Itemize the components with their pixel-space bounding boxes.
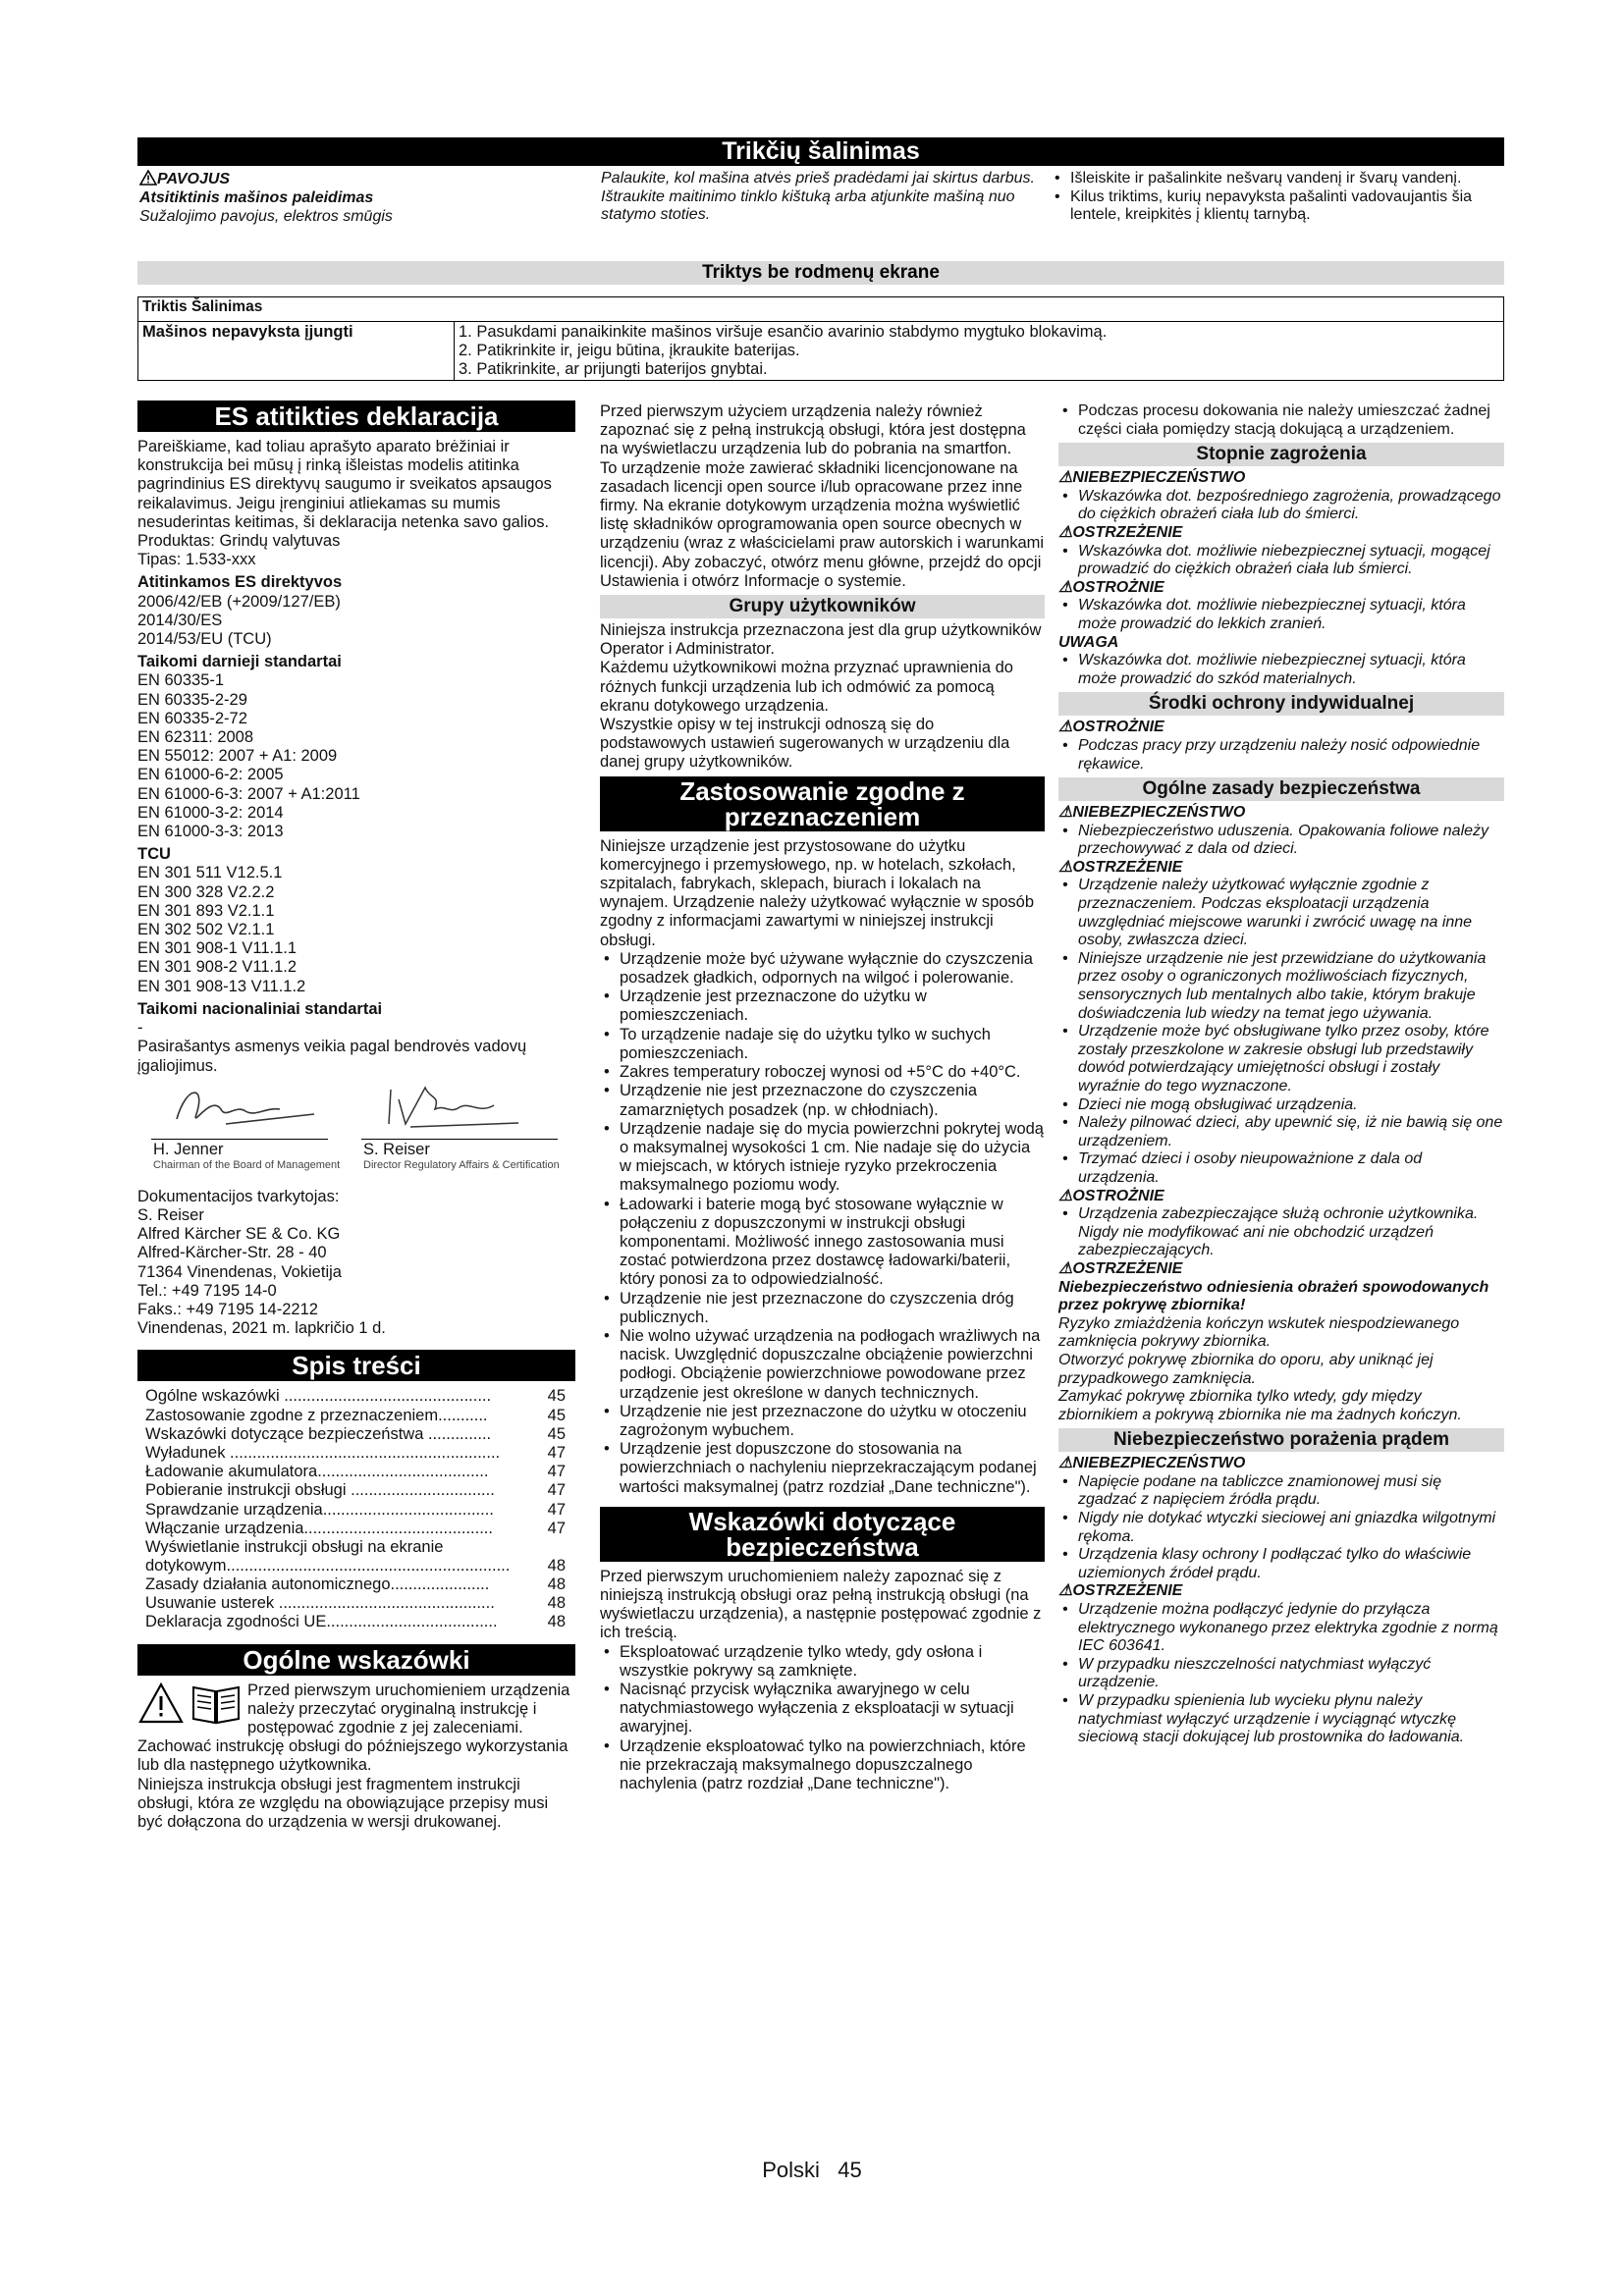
list-item: • Niebezpieczeństwo uduszenia. Opakowania foliowe należy przechowywać z dala od dzieci. <box>1078 823 1504 859</box>
toc-item[interactable]: Deklaracja zgodności UE...................................... 48 <box>145 1613 566 1631</box>
general-notes <box>137 1682 575 1833</box>
list-item: • Ładowarki i baterie mogą być stosowane wyłącznie w połączeniu z dopuszczonymi w instrukcji obsługi komponentami. Możliwość innego zastosowania musi zostać potwierdzona przez dostawcę ładowarki/baterii, który ponosi za to odpowiedzialność. <box>620 1196 1045 1290</box>
es-directive: 2014/53/EU (TCU) <box>137 630 272 649</box>
step-item: 3. Patikrinkite, ar prijungti baterijos gnybtai. <box>459 360 768 378</box>
es-national-title: Taikomi nacionaliniai standartai <box>137 999 383 1018</box>
general-title: Ogólne wskazówki <box>137 1644 575 1676</box>
warning-triangle-icon: ⚠ <box>1058 1455 1073 1472</box>
es-directive: 2014/30/ES <box>137 611 223 629</box>
lid-hazard-line: Otworzyć pokrywę zbiornika do oporu, aby uniknąć jej przypadkowego zamknięcia. <box>1058 1351 1434 1387</box>
signer2-name: S. Reiser <box>363 1140 430 1158</box>
warning-triangle-icon: ⚠ <box>1058 1187 1073 1204</box>
es-tcu-item: EN 301 908-2 V11.1.2 <box>137 958 298 977</box>
gs-caution-label: ⚠OSTROŻNIE <box>1058 1187 1164 1204</box>
doc-line: Vinendenas, 2021 m. lapkričio 1 d. <box>137 1319 386 1338</box>
hazard-warning-label: ⚠OSTRZEŻENIE <box>1058 523 1183 541</box>
manual-book-icon <box>189 1682 243 1725</box>
list-item: • Dzieci nie mogą obsługiwać urządzenia. <box>1078 1096 1504 1115</box>
list-item: • Należy pilnować dzieci, aby upewnić się, iż nie bawią się one urządzeniem. <box>1078 1114 1504 1150</box>
list-item: • Kilus triktims, kurių nepavyksta pašalinti vadovaujantis šia lentele, kreipkitės į klientų tarnybą. <box>1070 188 1504 225</box>
toc-item[interactable]: Usuwanie usterek ................................................ 48 <box>145 1594 566 1613</box>
signer2-role: Director Regulatory Affairs & Certification <box>363 1158 560 1171</box>
signature-reiser-image <box>371 1080 538 1139</box>
warning-mid-line2: Ištraukite maitinimo tinklo kištuką arba atjunkite mašiną nuo statymo stoties. <box>601 187 1015 223</box>
hazard-notice-label: UWAGA <box>1058 633 1119 651</box>
warning-block <box>139 170 581 226</box>
general-p3: Niniejsza instrukcja obsługi jest fragmentem instrukcji obsługi, która ze względu na obowiązujące przepisy musi być dołączona do urządzenia w wersji drukowanej. <box>137 1775 549 1831</box>
list-item: • Nigdy nie dotykać wtyczki sieciowej ani gniazdka wilgotnymi rękoma. <box>1078 1510 1504 1546</box>
warning-triangle-icon <box>137 1682 185 1725</box>
troubleshooting-table <box>137 296 1504 381</box>
es-tcu-item: EN 301 908-13 V11.1.2 <box>137 977 306 995</box>
list-item: • Išleiskite ir pašalinkite nešvarų vandenį ir švarų vandenį. <box>1070 170 1504 188</box>
hazard-levels-title: Stopnie zagrożenia <box>1058 443 1504 466</box>
general-p1: Przed pierwszym uruchomieniem urządzenia należy przeczytać oryginalną instrukcję i postępować zgodnie z jej zaleceniami. <box>247 1681 570 1736</box>
es-standard: EN 60335-2-72 <box>137 709 247 727</box>
list-item: • Urządzenie eksploatować tylko na powierzchniach, które nie przekraczają maksymalnego dopuszczalnego nachylenia (patrz rozdział „Dane techniczne"). <box>620 1737 1045 1794</box>
warning-line1: Atsitiktinis mašinos paleidimas <box>139 189 374 206</box>
footer-language: Polski <box>762 2158 820 2182</box>
list-item: • Wskazówka dot. możliwie niebezpiecznej sytuacji, która może prowadzić do szkód materialnych. <box>1078 652 1504 688</box>
es-directive: 2006/42/EB (+2009/127/EB) <box>137 592 341 611</box>
es-standard: EN 61000-3-3: 2013 <box>137 823 284 841</box>
gs-warning-label: ⚠OSTRZEŻENIE <box>1058 858 1183 876</box>
warning-triangle-icon: ⚠ <box>1058 858 1073 876</box>
warning-triangle-icon: ⚠ <box>1058 1259 1073 1277</box>
warning-triangle-icon: ⚠ <box>1058 719 1073 736</box>
list-item: • Nie wolno używać urządzenia na podłogach wrażliwych na nacisk. Uwzględnić dopuszczalne obciążenie powierzchni podłogi. Obciążenie powierzchniowe powodowane przez urządzenie jest określone w danych technicznych. <box>620 1327 1045 1403</box>
signer1-role: Chairman of the Board of Management <box>153 1158 341 1171</box>
signature-jenner-image <box>167 1080 334 1139</box>
electric-danger-label: ⚠NIEBEZPIECZEŃSTWO <box>1058 1455 1246 1472</box>
column-1 <box>137 400 575 1832</box>
es-directives-title: Atitinkamos ES direktyvos <box>137 573 343 592</box>
toc-item[interactable]: Sprawdzanie urządzenia...................................... 47 <box>145 1500 566 1519</box>
table-row-label: Mašinos nepavyksta įjungti <box>138 322 455 381</box>
list-item: • Napięcie podane na tabliczce znamionowej musi się zgadzać z napięciem źródła prądu. <box>1078 1473 1504 1510</box>
lid-hazard-title: Niebezpieczeństwo odniesienia obrażeń spowodowanych przez pokrywę zbiornika! <box>1058 1278 1489 1314</box>
signer1-name: H. Jenner <box>153 1140 224 1158</box>
safety-title: Wskazówki dotyczące bezpieczeństwa <box>600 1507 1045 1562</box>
warning-label-row <box>139 170 581 188</box>
toc-title: Spis treści <box>137 1350 575 1381</box>
doc-line: Tel.: +49 7195 14-0 <box>137 1281 277 1300</box>
read-manual-icons <box>137 1682 247 1733</box>
table-header: Triktis Šalinimas <box>138 297 1504 322</box>
es-tcu-item: EN 301 893 V2.1.1 <box>137 901 275 920</box>
es-declaration-title: ES atitikties deklaracija <box>137 400 575 432</box>
lid-hazard-line: Zamykać pokrywę zbiornika tylko wtedy, gdy między zbiornikiem a pokrywą zbiornika nie ma żadnych kończyn. <box>1058 1388 1462 1423</box>
toc-item[interactable]: Wyładunek ............................................................ 47 <box>145 1443 566 1462</box>
table-row-steps <box>455 322 1504 381</box>
safety-intro: Przed pierwszym uruchomieniem należy zapoznać się z niniejszą instrukcją obsługi oraz pełną instrukcją obsługi (na wyświetlaczu urządzenia), a następnie postępować zgodnie z ich treścią. <box>600 1567 1042 1642</box>
list-item: • Wskazówka dot. możliwie niebezpiecznej sytuacji, mogącej prowadzić do ciężkich obrażeń ciała lub śmierci. <box>1078 543 1504 579</box>
warning-triangle-icon: ⚠ <box>1058 578 1073 596</box>
col2-p1: Przed pierwszym użyciem urządzenia należy również zapoznać się z pełną instrukcją obsługi, która jest dostępna na wyświetlaczu urządzenia lub do pobrania na smartfon. <box>600 402 1026 458</box>
list-item: • Urządzenia zabezpieczające służą ochronie użytkownika. Nigdy nie modyfikować ani nie obchodzić urządzeń zabezpieczających. <box>1078 1205 1504 1260</box>
toc-item[interactable]: Ogólne wskazówki .............................................. 45 <box>145 1387 566 1406</box>
gs-danger-label: ⚠NIEBEZPIECZEŃSTWO <box>1058 804 1246 822</box>
list-item: • Niniejsze urządzenie nie jest przewidziane do użytkowania przez osoby o ograniczonych możliwościach fizycznych, sensorycznych lub mentalnych albo takie, którym brakuje doświadczenia lub wiedzy na temat jego używania. <box>1078 950 1504 1023</box>
lid-hazard-line: Ryzyko zmiażdżenia kończyn wskutek niespodziewanego zamknięcia pokrywy zbiornika. <box>1058 1314 1460 1351</box>
list-item: • Urządzenie może być obsługiwane tylko przez osoby, które zostały przeszkolone w zakresie obsługi lub przedstawiły dowód potwierdzający umiejętności obsługi i zostały wyraźnie do tego wyznaczone. <box>1078 1023 1504 1095</box>
list-item: • Trzymać dzieci i osoby nieupoważnione z dala od urządzenia. <box>1078 1150 1504 1187</box>
step-item: 2. Patikrinkite ir, jeigu būtina, įkraukite baterijas. <box>459 342 800 359</box>
doc-line: Alfred-Kärcher-Str. 28 - 40 <box>137 1244 327 1262</box>
warning-triangle-icon: ⚠ <box>1058 1582 1073 1600</box>
warning-triangle-icon <box>139 170 157 186</box>
toc-item[interactable]: Włączanie urządzenia.......................................... 47 <box>145 1519 566 1537</box>
warning-line2: Sužalojimo pavojus, elektros smūgis <box>139 208 393 225</box>
groups-p2: Każdemu użytkownikowi można przyznać uprawnienia do różnych funkcji urządzenia lub ich odmówić za pomocą ekranu dotykowego urządzenia. <box>600 659 1013 715</box>
doc-line: Alfred Kärcher SE & Co. KG <box>137 1225 341 1244</box>
es-standard: EN 62311: 2008 <box>137 728 254 747</box>
es-standard: EN 61000-6-2: 2005 <box>137 766 284 784</box>
intended-use-intro: Niniejsze urządzenie jest przystosowane do użytku komercyjnego i przemysłowego, np. w hotelach, szkołach, szpitalach, fabrykach, sklepach, biurach i lokalach na wynajem. Urządzenie należy użytkować wyłącznie w sposób zgodny z informacjami zawartymi w niniejszej instrukcji obsługi. <box>600 836 1035 949</box>
es-tcu-item: EN 301 908-1 V11.1.1 <box>137 939 298 958</box>
user-groups-title: Grupy użytkowników <box>600 595 1045 618</box>
es-intro: Pareiškiame, kad toliau aprašyto aparato brėžiniai ir konstrukcija bei mūsų į rinką išleistas modelis atitinka pagrindinius ES direktyvų saugumo ir sveikatos apsaugos reikalavimus. Jeigu įrenginiui atliekamas su mumis nesuderintas keitimas, ši deklaracija netenka savo galios. <box>137 438 552 531</box>
toc-item[interactable]: Ładowanie akumulatora...................................... 47 <box>145 1463 566 1481</box>
list-item: • Urządzenie nadaje się do mycia powierzchni pokrytej wodą o maksymalnej wysokości 1 cm. Nie nadaje się do użycia w miejscach, w których istnieje ryzyko przekroczenia maksymalnego poziomu wody. <box>620 1120 1045 1196</box>
es-type: Tipas: 1.533-xxx <box>137 551 256 569</box>
electric-warning-label: ⚠OSTRZEŻENIE <box>1058 1582 1183 1600</box>
list-item: • Urządzenie można podłączyć jedynie do przyłącza elektrycznego wykonanego przez elektryka zgodnie z normą IEC 603641. <box>1078 1601 1504 1656</box>
column-3 <box>1058 402 1504 1747</box>
electric-shock-title: Niebezpieczeństwo porażenia prądem <box>1058 1428 1504 1452</box>
page-footer <box>0 2158 1624 2183</box>
hazard-caution-label: ⚠OSTROŻNIE <box>1058 578 1164 596</box>
toc-list <box>137 1387 575 1631</box>
es-standard: EN 61000-6-3: 2007 + A1:2011 <box>137 784 360 803</box>
signatures <box>137 1080 575 1188</box>
warning-triangle-icon: ⚠ <box>1058 804 1073 822</box>
list-item: • Urządzenie nie jest przeznaczone do czyszczenia dróg publicznych. <box>620 1290 1045 1327</box>
es-standards-title: Taikomi darnieji standartai <box>137 653 342 671</box>
gs-lid-warning-label: ⚠OSTRZEŻENIE <box>1058 1259 1183 1277</box>
list-item: • Podczas procesu dokowania nie należy umieszczać żadnej części ciała pomiędzy stacją dokującą a urządzeniem. <box>1078 402 1504 439</box>
list-item: • Urządzenie nie jest przeznaczone do użytku w otoczeniu zagrożonym wybuchem. <box>620 1403 1045 1440</box>
list-item: • Eksploatować urządzenie tylko wtedy, gdy osłona i wszystkie pokrywy są zamknięte. <box>620 1643 1045 1681</box>
warning-triangle-icon: ⚠ <box>1058 523 1073 541</box>
list-item: • Podczas pracy przy urządzeniu należy nosić odpowiednie rękawice. <box>1078 737 1504 774</box>
doc-line: Faks.: +49 7195 14-2212 <box>137 1300 318 1318</box>
es-standard: EN 60335-2-29 <box>137 690 247 709</box>
es-standard: EN 61000-3-2: 2014 <box>137 803 284 822</box>
list-item: • W przypadku nieszczelności natychmiast wyłączyć urządzenie. <box>1078 1656 1504 1692</box>
es-tcu-title: TCU <box>137 845 171 864</box>
es-national: - <box>137 1019 143 1038</box>
doc-line: S. Reiser <box>137 1205 204 1224</box>
warning-mid-text <box>601 170 1043 225</box>
list-item: • Wskazówka dot. możliwie niebezpiecznej sytuacji, która może prowadzić do lekkich zranień. <box>1078 597 1504 633</box>
list-item: • To urządzenie nadaje się do użytku tylko w suchych pomieszczeniach. <box>620 1026 1045 1063</box>
column-2 <box>600 402 1045 1793</box>
list-item: • Urządzenia klasy ochrony I podłączać tylko do właściwie uziemionych źródeł prądu. <box>1078 1546 1504 1582</box>
list-item: • W przypadku spienienia lub wycieku płynu należy natychmiast wyłączyć urządzenie i wyciągnąć wtyczkę sieciową stacji dokującej lub prostownika do ładowania. <box>1078 1692 1504 1747</box>
groups-p1: Niniejsza instrukcja przeznaczona jest dla grup użytkowników Operator i Administrator. <box>600 621 1042 659</box>
list-item: • Zakres temperatury roboczej wynosi od +5°C do +40°C. <box>620 1063 1045 1082</box>
intended-use-title: Zastosowanie zgodne z przeznaczeniem <box>600 776 1045 831</box>
doc-line: 71364 Vinendenas, Vokietija <box>137 1262 342 1281</box>
es-tcu-item: EN 300 328 V2.2.2 <box>137 882 275 901</box>
list-item: • Urządzenie jest przeznaczone do użytku w pomieszczeniach. <box>620 988 1045 1025</box>
es-tcu-item: EN 301 511 V12.5.1 <box>137 864 283 882</box>
ppe-caution-label: ⚠OSTROŻNIE <box>1058 719 1164 736</box>
es-tcu-item: EN 302 502 V2.1.1 <box>137 921 275 939</box>
list-item: • Urządzenie nie jest przeznaczone do czyszczenia zamarzniętych posadzek (np. w chłodniach). <box>620 1082 1045 1119</box>
warning-triangle-icon: ⚠ <box>1058 469 1073 487</box>
list-item: • Urządzenie należy użytkować wyłącznie zgodnie z przeznaczeniem. Podczas eksploatacji urządzenia uwzględniać miejscowe warunki i zwrócić uwagę na inne osoby, zwłaszcza dzieci. <box>1078 877 1504 949</box>
list-item: • Nacisnąć przycisk wyłącznika awaryjnego w celu natychmiastowego wyłączenia z eksploatacji w sytuacji awaryjnej. <box>620 1681 1045 1737</box>
toc-item[interactable]: Zastosowanie zgodne z przeznaczeniem........... 45 <box>145 1406 566 1424</box>
troubleshooting-title: Trikčių šalinimas <box>137 137 1504 166</box>
es-signers-note: Pasirašantys asmenys veikia pagal bendrovės vadovų įgaliojimus. <box>137 1038 527 1075</box>
groups-p3: Wszystkie opisy w tej instrukcji odnoszą się do podstawowych ustawień sugerowanych w urządzeniu dla danej grupy użytkowników. <box>600 716 1010 772</box>
es-product: Produktas: Grindų valytuvas <box>137 532 341 551</box>
toc-item[interactable]: Pobieranie instrukcji obsługi ................................ 47 <box>145 1481 566 1500</box>
warning-label: PAVOJUS <box>157 171 231 187</box>
hazard-danger-label: ⚠NIEBEZPIECZEŃSTWO <box>1058 469 1246 487</box>
toc-item[interactable]: Zasady działania autonomicznego...................... 48 <box>145 1575 566 1593</box>
step-item: 1. Pasukdami panaikinkite mašinos viršuje esančio avarinio stabdymo mygtuko blokavimą. <box>459 323 1108 341</box>
list-item: • Urządzenie jest dopuszczone do stosowania na powierzchniach o nachyleniu nieprzekraczającym podanej wartości maksymalnej (patrz rozdział „Dane techniczne"). <box>620 1440 1045 1497</box>
general-safety-title: Ogólne zasady bezpieczeństwa <box>1058 777 1504 801</box>
general-p2: Zachować instrukcję obsługi do późniejszego wykorzystania lub dla następnego użytkownika. <box>137 1737 568 1775</box>
toc-item[interactable]: Wyświetlanie instrukcji obsługi na ekranie dotykowym............................................................... 48 <box>145 1537 566 1575</box>
es-standard: EN 60335-1 <box>137 671 225 690</box>
troubleshooting-right-bullets <box>1051 170 1504 225</box>
warning-mid-line1: Palaukite, kol mašina atvės prieš pradėdami jai skirtus darbus. <box>601 170 1035 187</box>
troubleshooting-subtitle: Triktys be rodmenų ekrane <box>137 261 1504 285</box>
col2-p2: To urządzenie może zawierać składniki licencjonowane na zasadach licencji open source i/lub opracowane przez inne firmy. Na ekranie dotykowym urządzenia można wyświetlić listę składników oprogramowania open source obecnych w urządzeniu (wraz z właścicielami praw autorskich i warunkami licencji). Aby zobaczyć, otwórz menu główne, przejdź do opcji Ustawienia i otwórz Informacje o systemie. <box>600 458 1045 590</box>
ppe-title: Środki ochrony indywidualnej <box>1058 692 1504 716</box>
doc-line: Dokumentacijos tvarkytojas: <box>137 1187 340 1205</box>
list-item: • Urządzenie może być używane wyłącznie do czyszczenia posadzek gładkich, odpornych na wilgoć i polerowanie. <box>620 950 1045 988</box>
page-number: 45 <box>838 2158 862 2182</box>
toc-item[interactable]: Wskazówki dotyczące bezpieczeństwa .............. 45 <box>145 1424 566 1443</box>
es-standard: EN 55012: 2007 + A1: 2009 <box>137 747 338 766</box>
list-item: • Wskazówka dot. bezpośredniego zagrożenia, prowadzącego do ciężkich obrażeń ciała lub do śmierci. <box>1078 488 1504 524</box>
